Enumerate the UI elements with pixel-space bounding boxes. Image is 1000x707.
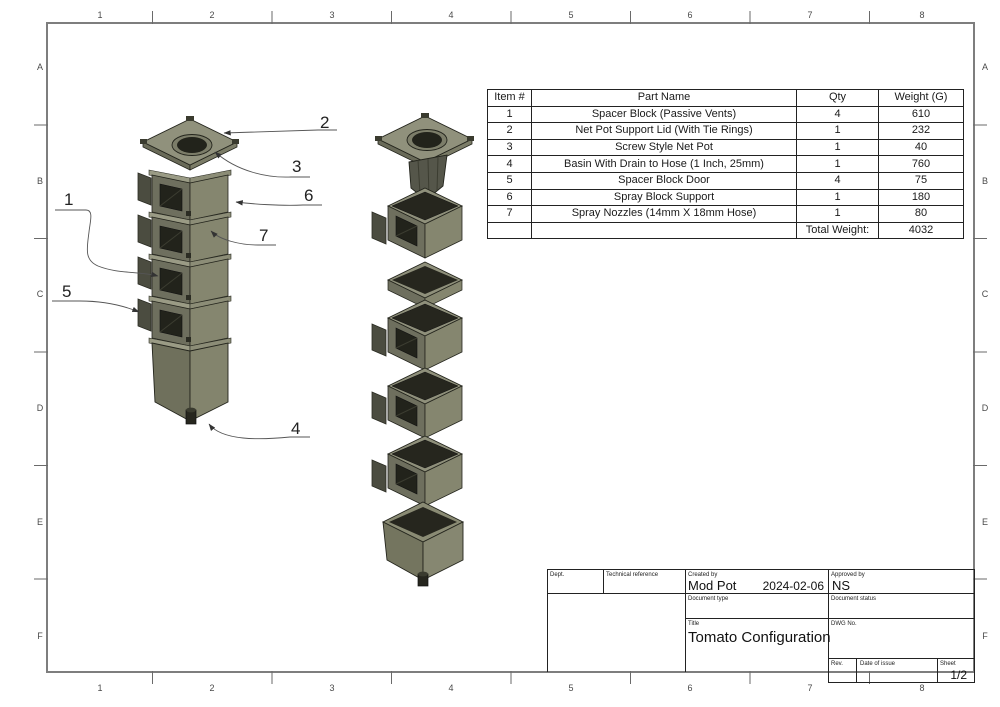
- zone-col-label: 7: [807, 683, 813, 693]
- zone-col-label: 2: [209, 683, 215, 693]
- dept-label: Dept.: [550, 572, 565, 578]
- zone-col-label: 6: [687, 683, 693, 693]
- zone-row-label: F: [37, 631, 43, 641]
- zone-col-label: 3: [329, 683, 335, 693]
- part-weight: 760: [879, 156, 964, 173]
- document-type-label: Document type: [688, 596, 729, 602]
- part-qty: 1: [797, 156, 879, 173]
- document-title-value: Tomato Configuration: [688, 629, 831, 646]
- basin-with-drain: [149, 338, 231, 424]
- col-header-qty: Qty: [797, 90, 879, 107]
- sheet-value: 1/2: [950, 668, 967, 682]
- callout-4: 4: [291, 419, 301, 438]
- part-name: Spacer Block (Passive Vents): [532, 106, 797, 123]
- part-item: 7: [488, 206, 532, 223]
- part-qty: 4: [797, 106, 879, 123]
- table-row: [488, 156, 964, 173]
- net-pot-hole: [177, 137, 207, 153]
- approved-by-label: Approved by: [831, 572, 865, 578]
- empty-cell: [532, 222, 797, 239]
- part-item: 5: [488, 172, 532, 189]
- created-date-value: 2024-02-06: [762, 579, 824, 593]
- zone-row-label: C: [36, 289, 44, 299]
- dwg-no-label: DWG No.: [831, 621, 857, 627]
- date-of-issue-label: Date of issue: [860, 661, 896, 667]
- part-item: 3: [488, 139, 532, 156]
- part-qty: 4: [797, 172, 879, 189]
- part-weight: 610: [879, 106, 964, 123]
- table-row: [488, 106, 964, 123]
- part-qty: 1: [797, 189, 879, 206]
- net-pot-support-lid: [140, 116, 239, 170]
- zone-row-label: E: [36, 517, 43, 527]
- part-name: Basin With Drain to Hose (1 Inch, 25mm): [532, 156, 797, 173]
- part-name: Spacer Block Door: [532, 172, 797, 189]
- zone-col-label: 1: [97, 683, 103, 693]
- approved-by-value: NS: [832, 578, 851, 593]
- callout-6: 6: [304, 186, 314, 205]
- part-item: 6: [488, 189, 532, 206]
- part-weight: 80: [879, 206, 964, 223]
- technical-reference-label: Technical reference: [606, 572, 659, 578]
- part-item: 2: [488, 123, 532, 140]
- total-weight-value: 4032: [879, 222, 964, 239]
- zone-col-label: 8: [919, 10, 925, 20]
- zone-col-label: 4: [448, 683, 454, 693]
- total-weight-label: Total Weight:: [797, 222, 879, 239]
- part-item: 4: [488, 156, 532, 173]
- callout-7: 7: [259, 226, 269, 245]
- part-item: 1: [488, 106, 532, 123]
- zone-col-label: 3: [329, 10, 335, 20]
- basin-exploded: [383, 502, 463, 586]
- table-row: [488, 189, 964, 206]
- zone-row-label: A: [981, 62, 988, 72]
- table-row: [488, 172, 964, 189]
- zone-col-label: 6: [687, 10, 693, 20]
- col-header-item: Item #: [488, 90, 532, 107]
- parts-table: [487, 89, 964, 239]
- zone-col-label: 2: [209, 10, 215, 20]
- callout-5: 5: [62, 282, 72, 301]
- zone-col-label: 4: [448, 10, 454, 20]
- col-header-weight: Weight (G): [879, 90, 964, 107]
- zone-col-label: 5: [568, 683, 574, 693]
- zone-col-label: 5: [568, 10, 574, 20]
- zone-row-label: E: [981, 517, 988, 527]
- rev-label: Rev.: [831, 661, 843, 667]
- part-qty: 1: [797, 123, 879, 140]
- zone-col-label: 8: [919, 683, 925, 693]
- part-name: Screw Style Net Pot: [532, 139, 797, 156]
- exploded-tower-view: [372, 113, 474, 586]
- part-qty: 1: [797, 206, 879, 223]
- part-qty: 1: [797, 139, 879, 156]
- part-weight: 180: [879, 189, 964, 206]
- table-total-row: [488, 222, 964, 239]
- table-row: [488, 139, 964, 156]
- zone-row-label: D: [981, 403, 989, 413]
- col-header-name: Part Name: [532, 90, 797, 107]
- zone-row-label: B: [36, 176, 43, 186]
- callout-2: 2: [320, 113, 330, 132]
- empty-cell: [488, 222, 532, 239]
- zone-col-label: 7: [807, 10, 813, 20]
- table-row: [488, 123, 964, 140]
- zone-row-label: B: [981, 176, 988, 186]
- created-by-value: Mod Pot: [688, 578, 737, 593]
- part-name: Net Pot Support Lid (With Tie Rings): [532, 123, 797, 140]
- title-label: Title: [688, 621, 700, 627]
- document-status-label: Document status: [831, 596, 877, 602]
- zone-row-label: A: [36, 62, 43, 72]
- assembled-tower-view: [138, 116, 239, 424]
- part-weight: 75: [879, 172, 964, 189]
- part-name: Spray Nozzles (14mm X 18mm Hose): [532, 206, 797, 223]
- zone-row-label: F: [982, 631, 988, 641]
- part-name: Spray Block Support: [532, 189, 797, 206]
- sheet-label: Sheet: [940, 661, 956, 667]
- callout-3: 3: [292, 157, 302, 176]
- zone-row-label: C: [981, 289, 989, 299]
- table-row: [488, 206, 964, 223]
- part-weight: 40: [879, 139, 964, 156]
- created-by-label: Created by: [688, 572, 718, 578]
- table-header-row: [488, 90, 964, 107]
- zone-col-label: 1: [97, 10, 103, 20]
- callout-1: 1: [64, 190, 74, 209]
- zone-row-label: D: [36, 403, 44, 413]
- part-weight: 232: [879, 123, 964, 140]
